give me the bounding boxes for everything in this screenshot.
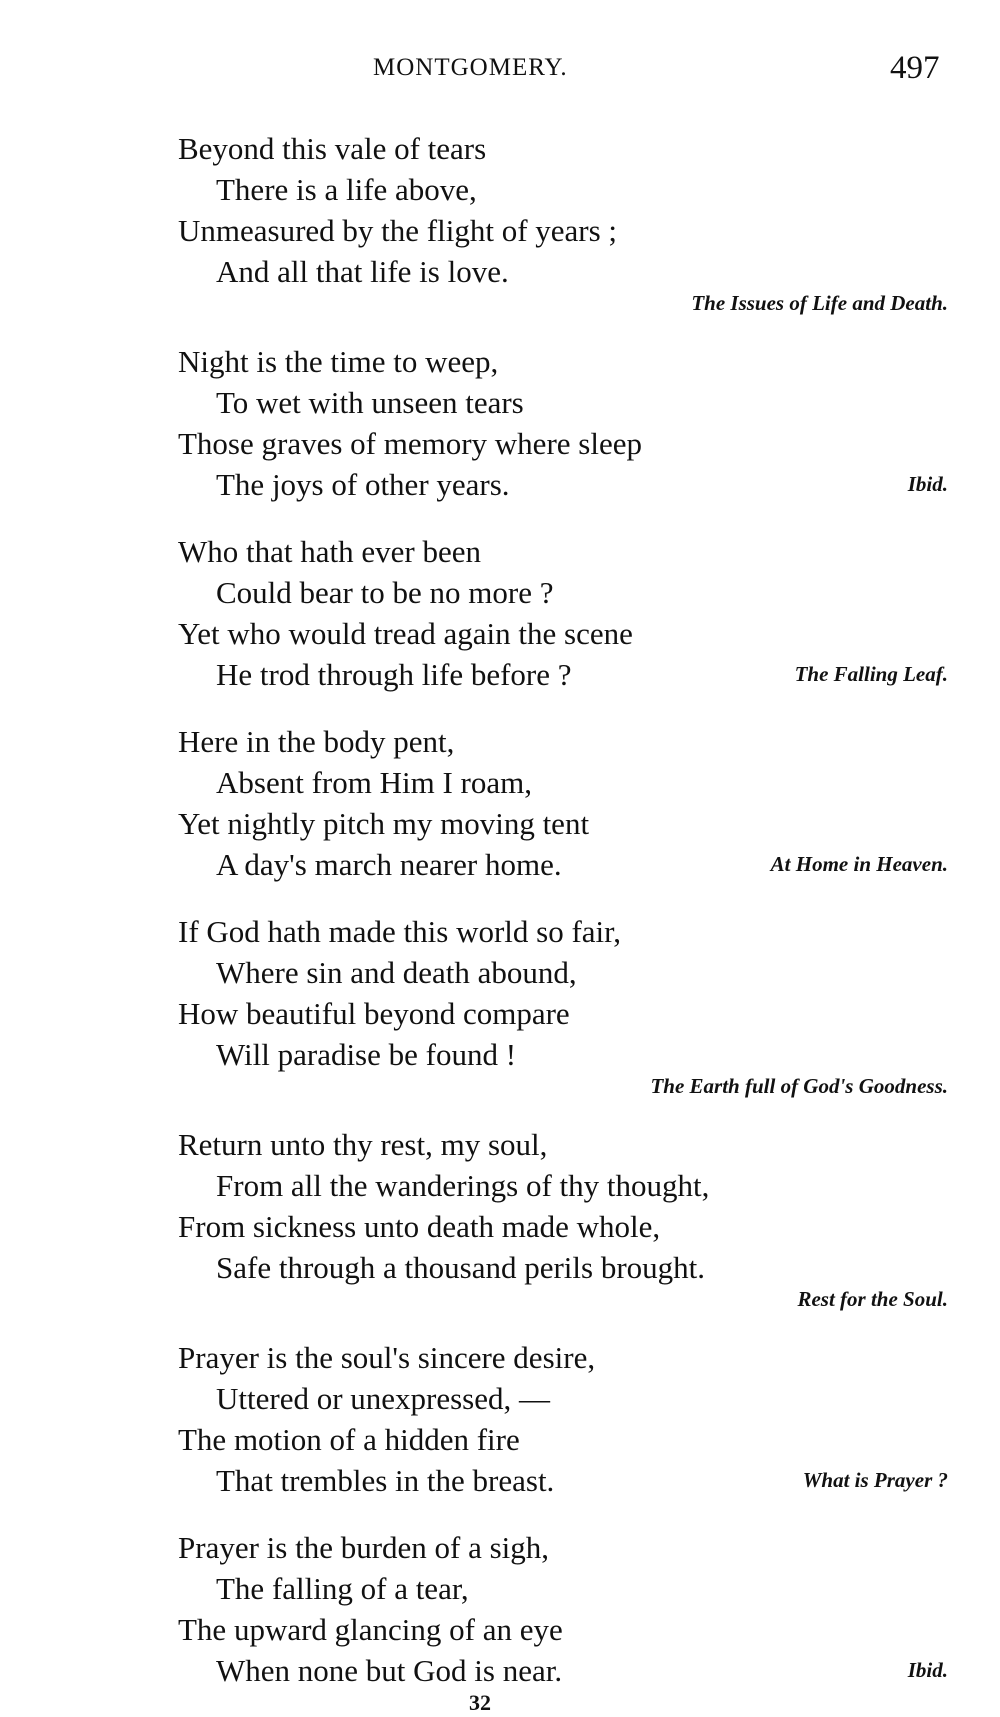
- verse-line: Prayer is the burden of a sigh,: [178, 1530, 550, 1565]
- page-number: 497: [890, 50, 940, 86]
- verse-line-text: The joys of other years.: [216, 467, 510, 502]
- verse-line: [178, 464, 948, 505]
- stanza-1: [178, 128, 948, 315]
- verse-line: [178, 1460, 948, 1501]
- verse-line-text: A day's march nearer home.: [216, 847, 562, 882]
- verse-line: Return unto thy rest, my soul,: [178, 1127, 548, 1162]
- stanza-4: [178, 721, 948, 885]
- verse-line: Uttered or unexpressed, —: [216, 1381, 551, 1416]
- stanza-2: [178, 341, 948, 505]
- verse-line: Prayer is the soul's sincere desire,: [178, 1340, 596, 1375]
- source-citation: Ibid.: [907, 472, 948, 496]
- stanza-6: [178, 1124, 948, 1311]
- verse-line: The falling of a tear,: [216, 1571, 469, 1606]
- signature-mark: 32: [469, 1690, 491, 1715]
- verse-line: And all that life is love.: [216, 254, 509, 289]
- verse-line: The upward glancing of an eye: [178, 1612, 563, 1647]
- verse-line: To wet with unseen tears: [216, 385, 524, 420]
- verse-line: Beyond this vale of tears: [178, 131, 487, 166]
- source-citation: Rest for the Soul.: [797, 1287, 948, 1311]
- source-citation: At Home in Heaven.: [770, 852, 948, 876]
- verse-line: Here in the body pent,: [178, 724, 455, 759]
- verse-line-text: That trembles in the breast.: [216, 1463, 555, 1498]
- source-citation: What is Prayer ?: [802, 1468, 948, 1492]
- verse-line: Will paradise be found !: [216, 1037, 517, 1072]
- source-citation: The Issues of Life and Death.: [691, 291, 948, 315]
- verse-line: Night is the time to weep,: [178, 344, 499, 379]
- source-citation: The Earth full of God's Goodness.: [650, 1074, 948, 1098]
- verse-line: Safe through a thousand perils brought.: [216, 1250, 706, 1285]
- source-citation: The Falling Leaf.: [794, 662, 948, 686]
- stanza-3: [178, 531, 948, 695]
- source-citation: Ibid.: [907, 1658, 948, 1682]
- verse-line: Who that hath ever been: [178, 534, 481, 569]
- stanza-8: [178, 1527, 948, 1691]
- stanza-5: [178, 911, 948, 1098]
- running-head-title: MONTGOMERY.: [373, 54, 568, 81]
- verse-line: Unmeasured by the flight of years ;: [178, 213, 618, 248]
- verse-line: Yet who would tread again the scene: [178, 616, 633, 651]
- verse-line: There is a life above,: [216, 172, 477, 207]
- verse-line: The motion of a hidden fire: [178, 1422, 520, 1457]
- verse-line: How beautiful beyond compare: [178, 996, 570, 1031]
- verse-line: If God hath made this world so fair,: [178, 914, 621, 949]
- stanza-7: [178, 1337, 948, 1501]
- verse-line: Absent from Him I roam,: [216, 765, 532, 800]
- verse-line: From sickness unto death made whole,: [178, 1209, 661, 1244]
- verse-line-text: He trod through life before ?: [216, 657, 572, 692]
- verse-line: Could bear to be no more ?: [216, 575, 554, 610]
- verse-line: Where sin and death abound,: [216, 955, 577, 990]
- verse-line-text: When none but God is near.: [216, 1653, 563, 1688]
- verse-line: [178, 844, 948, 885]
- poem-excerpts: [178, 128, 948, 1717]
- verse-line: From all the wanderings of thy thought,: [216, 1168, 710, 1203]
- verse-line: Those graves of memory where sleep: [178, 426, 642, 461]
- verse-line: Yet nightly pitch my moving tent: [178, 806, 590, 841]
- verse-line: [178, 1650, 948, 1691]
- verse-line: [178, 654, 948, 695]
